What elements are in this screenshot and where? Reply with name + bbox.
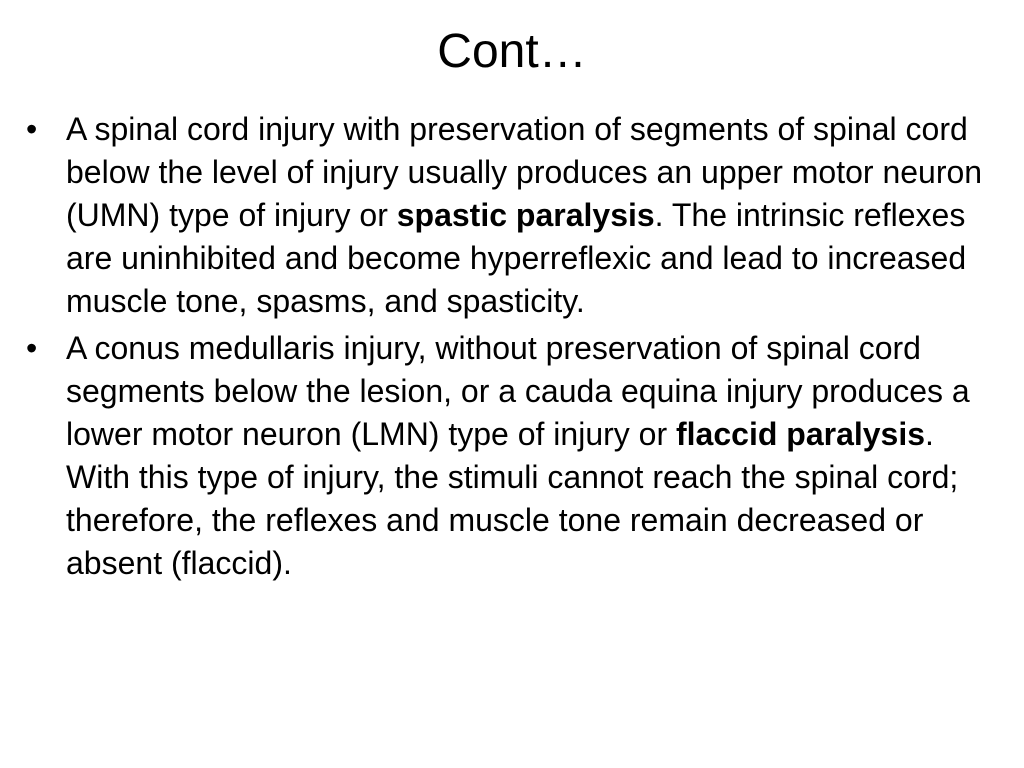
bullet-text: A conus medullaris injury, without preservation of spinal cord segments below the lesion, or a cauda equina injury produces a lower motor neuron (LMN) type of injury or bbox=[66, 330, 970, 452]
bullet-bold-term: flaccid paralysis bbox=[676, 416, 926, 452]
bullet-item-flaccid bbox=[26, 327, 1001, 585]
bullet-dot-icon: • bbox=[26, 330, 38, 366]
bullet-text: . The intrinsic reflexes are uninhibited and become hyperreflexic and lead to increased muscle tone, spasms, and spasticity. bbox=[66, 197, 967, 319]
bullet-bold-term: spastic paralysis bbox=[396, 197, 655, 233]
bullet-list bbox=[26, 108, 1001, 589]
slide-title: Cont… bbox=[437, 25, 587, 78]
bullet-item-spastic bbox=[26, 108, 1001, 323]
bullet-dot-icon: • bbox=[26, 111, 38, 147]
bullet-text: A spinal cord injury with preservation of segments of spinal cord below the level of injury usually produces an upper motor neuron (UMN) type of injury or bbox=[66, 111, 983, 233]
bullet-text: . With this type of injury, the stimuli cannot reach the spinal cord; therefore, the reflexes and muscle tone remain decreased or absent (flaccid). bbox=[66, 416, 959, 581]
